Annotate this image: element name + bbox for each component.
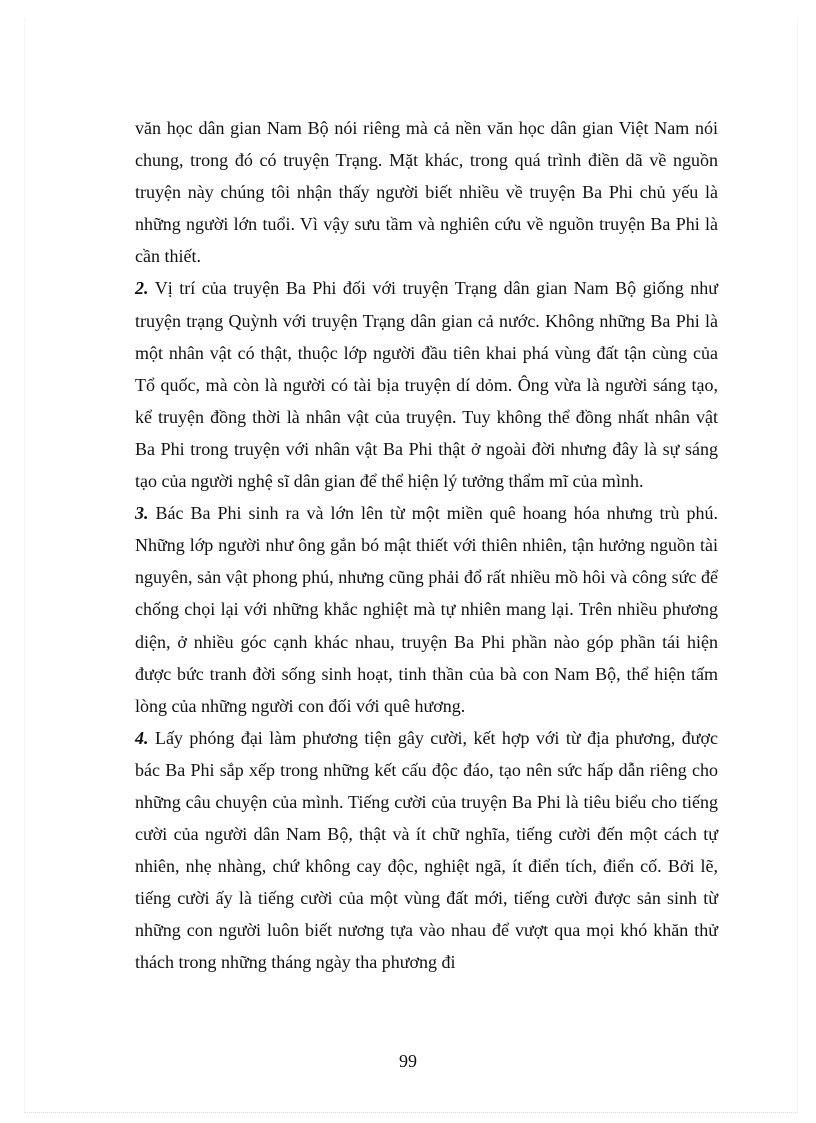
paragraph-2 bbox=[135, 272, 718, 497]
page-number: 99 bbox=[399, 1051, 417, 1071]
paragraph-text: Bác Ba Phi sinh ra và lớn lên từ một miền quê hoang hóa nhưng trù phú. Những lớp người như ông gắn bó mật thiết với thiên nhiên, tận hưởng nguồn tài nguyên, sản vật phong phú, nhưng cũng phải đổ rất nhiều mồ hôi và công sức để chống chọi lại với những khắc nghiệt mà tự nhiên mang lại. Trên nhiều phương diện, ở nhiều góc cạnh khác nhau, truyện Ba Phi phần nào góp phần tái hiện được bức tranh đời sống sinh hoạt, tinh thần của bà con Nam Bộ, thể hiện tấm lòng của những người con đối với quê hương. bbox=[135, 503, 718, 716]
paragraph-3 bbox=[135, 497, 718, 722]
paragraph-number: 3. bbox=[135, 503, 149, 524]
paragraph-text: Vị trí của truyện Ba Phi đối với truyện Trạng dân gian Nam Bộ giống như truyện trạng Quỳnh với truyện Trạng dân gian cả nước. Không những Ba Phi là một nhân vật có thật, thuộc lớp người đầu tiên khai phá vùng đất tận cùng của Tổ quốc, mà còn là người có tài bịa truyện dí dỏm. Ông vừa là người sáng tạo, kể truyện đồng thời là nhân vật của truyện. Tuy không thể đồng nhất nhân vật Ba Phi trong truyện với nhân vật Ba Phi thật ở ngoài đời nhưng đây là sự sáng tạo của người nghệ sĩ dân gian để thể hiện lý tưởng thẩm mĩ của mình. bbox=[135, 278, 718, 492]
paragraph-text: văn học dân gian Nam Bộ nói riêng mà cả nền văn học dân gian Việt Nam nói chung, trong đó có truyện Trạng. Mặt khác, trong quá trình điền dã về nguồn truyện này chúng tôi nhận thấy người biết nhiều về truyện Ba Phi chủ yếu là những người lớn tuổi. Vì vậy sưu tầm và nghiên cứu về nguồn truyện Ba Phi là cần thiết. bbox=[135, 118, 718, 267]
paragraph-continuation bbox=[135, 112, 718, 272]
paragraph-number: 4. bbox=[135, 727, 149, 748]
paragraph-number: 2. bbox=[135, 278, 149, 299]
paragraph-4 bbox=[135, 722, 718, 979]
paragraph-text: Lấy phóng đại làm phương tiện gây cười, kết hợp với từ địa phương, được bác Ba Phi sắp xếp trong những kết cấu độc đáo, tạo nên sức hấp dẫn riêng cho những câu chuyện của mình. Tiếng cười của truyện Ba Phi là tiêu biểu cho tiếng cười của người dân Nam Bộ, thật và ít chữ nghĩa, tiếng cười đến một cách tự nhiên, nhẹ nhàng, chứ không cay độc, nghiệt ngã, ít điển tích, điển cố. Bởi lẽ, tiếng cười ấy là tiếng cười của một vùng đất mới, tiếng cười được sản sinh từ những con người luôn biết nương tựa vào nhau để vượt qua mọi khó khăn thử thách trong những tháng ngày tha phương đi bbox=[135, 727, 718, 973]
document-body bbox=[135, 112, 718, 979]
